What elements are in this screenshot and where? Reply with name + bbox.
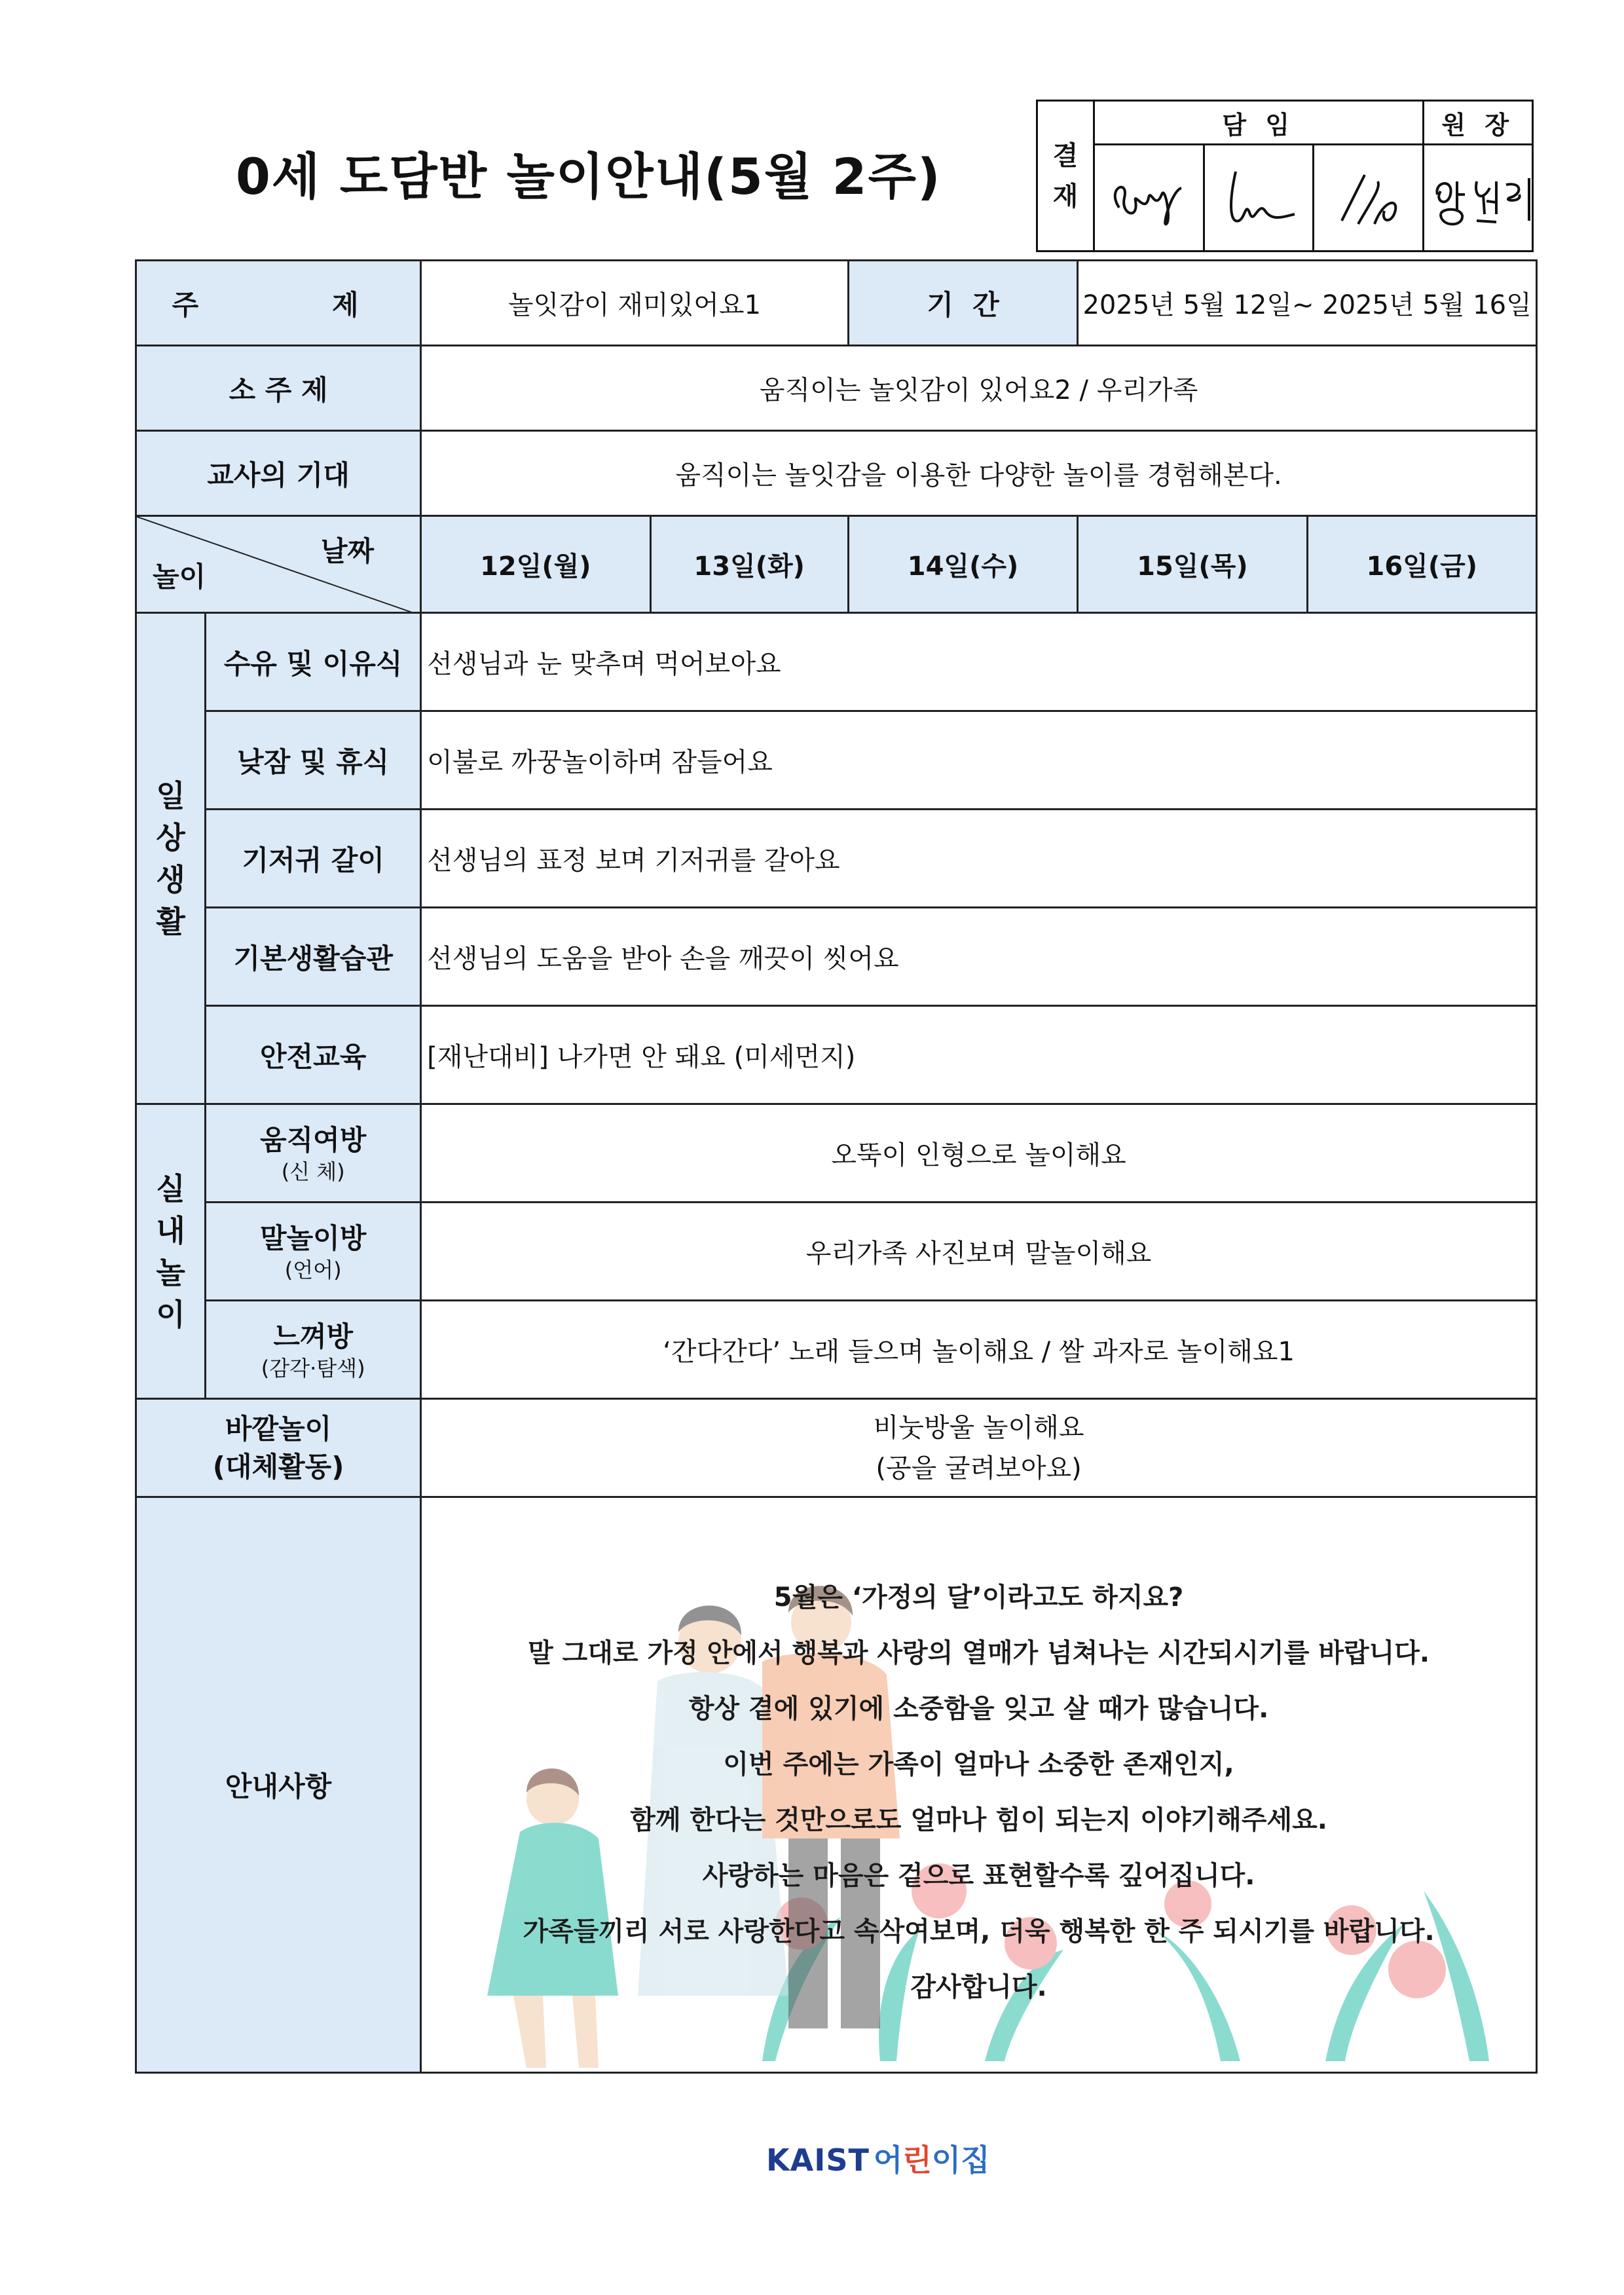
logo-char: 어 [873,2142,903,2178]
daily-life-row-value: 선생님과 눈 맞추며 먹어보아요 [421,613,1537,711]
indoor-play-group-label [136,1104,206,1399]
approval-side-label [1037,101,1094,252]
teacher-expectation-value: 움직이는 놀잇감을 이용한 다양한 놀이를 경험해본다. [421,431,1537,516]
logo-char: 집 [961,2142,990,2178]
notice-line: 5월은 ‘가정의 달’이라고도 하지요? [773,1582,1184,1613]
signature-image [1209,162,1308,234]
period-label [848,261,1077,346]
teacher-header: 담 임 [1094,101,1424,145]
notice-line: 사랑하는 마음은 겉으로 표현할수록 깊어집니다. [702,1861,1255,1891]
signature-image [1424,162,1542,234]
director-signature [1423,145,1533,252]
indoor-row-label [206,1301,421,1399]
indoor-row-subtitle: (감각·탐색) [261,1355,365,1381]
subtheme-label: 소 주 제 [136,346,421,431]
teacher-signature-3 [1314,145,1424,252]
daily-life-row-label: 기본생활습관 [206,908,421,1006]
approval-side-text: 결 재 [1052,140,1079,212]
daily-life-row-value: 선생님의 도움을 받아 손을 깨끗이 씻어요 [421,908,1537,1006]
approval-box [1036,100,1534,252]
indoor-row-title: 움직여방 [260,1123,367,1156]
daily-life-row-label: 낮잠 및 휴식 [206,711,421,810]
logo-brand: KAIST [766,2142,870,2178]
notice-text [422,1570,1536,2015]
day-header: 12일(월) [421,516,650,613]
indoor-row-title: 말놀이방 [260,1222,367,1254]
day-header: 16일(금) [1307,516,1536,613]
indoor-row-subtitle: (신 체) [281,1159,345,1184]
notice-line: 함께 한다는 것만으로도 얼마나 힘이 되는지 이야기해주세요. [630,1805,1327,1835]
daily-life-row-label: 수유 및 이유식 [206,613,421,711]
daily-life-row-value: [재난대비] 나가면 안 돼요 (미세먼지) [421,1006,1537,1104]
logo-korean [874,2142,990,2178]
director-header: 원 장 [1423,101,1533,145]
indoor-row-label [206,1104,421,1203]
daily-life-row-value: 선생님의 표정 보며 기저귀를 갈아요 [421,810,1537,908]
notice-label: 안내사항 [136,1497,421,2073]
notice-line: 이번 주에는 가족이 얼마나 소중한 존재인지, [723,1749,1234,1780]
signature-image [1099,162,1198,234]
notice-line: 항상 곁에 있기에 소중함을 잊고 살 때가 많습니다. [688,1694,1269,1724]
day-header: 15일(목) [1078,516,1307,613]
logo-char: 이 [931,2142,961,2178]
teacher-signature-2 [1204,145,1314,252]
outdoor-value-line2: (공을 굴려보아요) [876,1453,1082,1483]
daily-life-row-label: 안전교육 [206,1006,421,1104]
date-label: 날짜 [320,535,375,567]
notice-line: 가족들끼리 서로 사랑한다고 속삭여보며, 더욱 행복한 한 주 되시기를 바랍니다. [523,1916,1435,1947]
teacher-expectation-label: 교사의 기대 [136,431,421,516]
day-header: 13일(화) [650,516,848,613]
indoor-row-label [206,1203,421,1301]
notice-line: 감사합니다. [910,1972,1047,2002]
outdoor-label-line2: (대체활동) [212,1450,344,1483]
indoor-row-value: 오뚝이 인형으로 놀이해요 [421,1104,1537,1203]
play-label: 놀이 [153,561,206,593]
theme-value: 놀잇감이 재미있어요1 [421,261,849,346]
page-title: 0세 도담반 놀이안내(5월 2주) [236,147,942,206]
daily-life-row-value: 이불로 까꿍놀이하며 잠들어요 [421,711,1537,810]
subtheme-value: 움직이는 놀잇감이 있어요2 / 우리가족 [421,346,1537,431]
outdoor-value [421,1399,1537,1497]
outdoor-label [136,1399,421,1497]
indoor-play-group-text: 실 내 놀 이 [156,1170,185,1332]
kaist-kindergarten-logo [766,2140,990,2180]
notice-line: 말 그대로 가정 안에서 행복과 사랑의 열매가 넘쳐나는 시간되시기를 바랍니다. [528,1638,1430,1668]
notice-cell [421,1497,1537,2073]
daily-life-group-label [136,613,206,1104]
logo-char: 린 [902,2142,932,2178]
signature-image [1319,162,1417,234]
theme-label [136,261,421,346]
day-header: 14일(수) [848,516,1077,613]
teacher-signature-1 [1094,145,1204,252]
indoor-row-value: ‘간다간다’ 노래 들으며 놀이해요 / 쌀 과자로 놀이해요1 [421,1301,1537,1399]
outdoor-value-line1: 비눗방울 놀이해요 [873,1412,1084,1443]
period-value: 2025년 5월 12일~ 2025년 5월 16일 [1078,261,1537,346]
date-play-header [136,516,421,613]
daily-life-group-text: 일 상 생 활 [156,777,185,939]
outdoor-label-line1: 바깥놀이 [225,1412,332,1445]
theme-label-text: 주 제 [172,288,385,321]
indoor-row-value: 우리가족 사진보며 말놀이해요 [421,1203,1537,1301]
indoor-row-title: 느껴방 [273,1320,354,1353]
indoor-row-subtitle: (언어) [284,1257,342,1282]
play-plan-table [135,259,1538,2074]
daily-life-row-label: 기저귀 갈이 [206,810,421,908]
period-label-text: 기 간 [927,288,999,321]
